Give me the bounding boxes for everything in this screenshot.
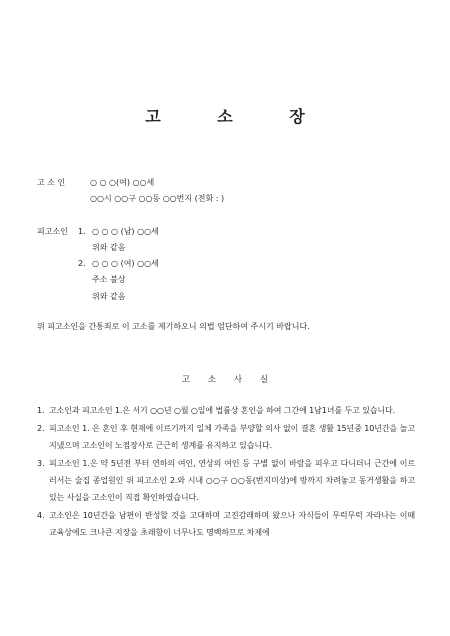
facts-title-char: 실	[259, 375, 269, 385]
accused-2-address: 주소 불상	[92, 275, 126, 284]
accused-2-address-2: 위와 같음	[92, 292, 126, 301]
accused-1-name: ○ ○ ○ (남) ○○세	[92, 227, 159, 236]
accused-2-number: 2.	[78, 259, 86, 268]
title-char: 고	[145, 107, 161, 126]
list-item	[37, 507, 415, 541]
fact-text: 피고소인 1. 은 혼인 후 현재에 이르기까지 일체 가족을 부양할 의사 없이 결혼 생활 15년중 10년간을 놀고 지냈으며 고소인이 노점장사로 근근히 생계를 유지하고 있습니다.	[49, 424, 415, 450]
accused-1-number: 1.	[78, 227, 86, 236]
fact-text: 고소인과 피고소인 1.은 서기 ○○년 ○월 ○일에 법률상 혼인을 하여 그간에 1남1녀를 두고 있습니다.	[49, 406, 396, 415]
complainant-address: ○○시 ○○구 ○○동 ○○번지 (전화 : )	[90, 194, 225, 203]
fact-number: 1.	[37, 406, 45, 415]
facts-title-char: 고	[181, 375, 191, 385]
fact-text: 피고소인 1.은 약 5년전 부터 연하의 여인, 연상의 여인 등 구별 없이 바람을 피우고 다니더니 근간에 이르러서는 술집 종업원인 위 피고소인 2.와 시내 ○○구 ○○동(번지미상)에 방까지 차려놓고 동거생활을 하고 있는 사실을 고소인이 직접 확인하였습니다.	[49, 459, 415, 502]
fact-number: 4.	[37, 511, 45, 520]
accused-label: 피고소인	[37, 227, 68, 236]
complaint-statement: 위 피고소인을 간통죄로 이 고소를 제기하오니 의법 엄단하여 주시기 바랍니다.	[37, 322, 310, 331]
title-char: 소	[217, 107, 233, 126]
document-title	[0, 104, 450, 127]
facts-title-char: 사	[233, 375, 243, 385]
fact-number: 2.	[37, 424, 45, 433]
complainant-label: 고 소 인	[37, 178, 66, 187]
accused-2-name: ○ ○ ○ (여) ○○세	[92, 259, 159, 268]
fact-number: 3.	[37, 459, 45, 468]
list-item	[37, 402, 415, 419]
complainant-name: ○ ○ ○(여) ○○세	[90, 178, 155, 187]
fact-text: 고소인은 10년간을 남편이 반성할 것을 고대하며 고진감래하며 왔으나 자식들이 무럭무럭 자라나는 이때 교육상에도 크나큰 지장을 초래함이 너무나도 명백하므로 차제에	[49, 511, 415, 537]
accused-1-address: 위와 같음	[92, 243, 126, 252]
list-item	[37, 420, 415, 454]
facts-title-char: 소	[207, 375, 217, 385]
facts-title	[0, 373, 450, 385]
title-char: 장	[289, 107, 305, 126]
list-item	[37, 455, 415, 506]
facts-list	[37, 402, 415, 542]
